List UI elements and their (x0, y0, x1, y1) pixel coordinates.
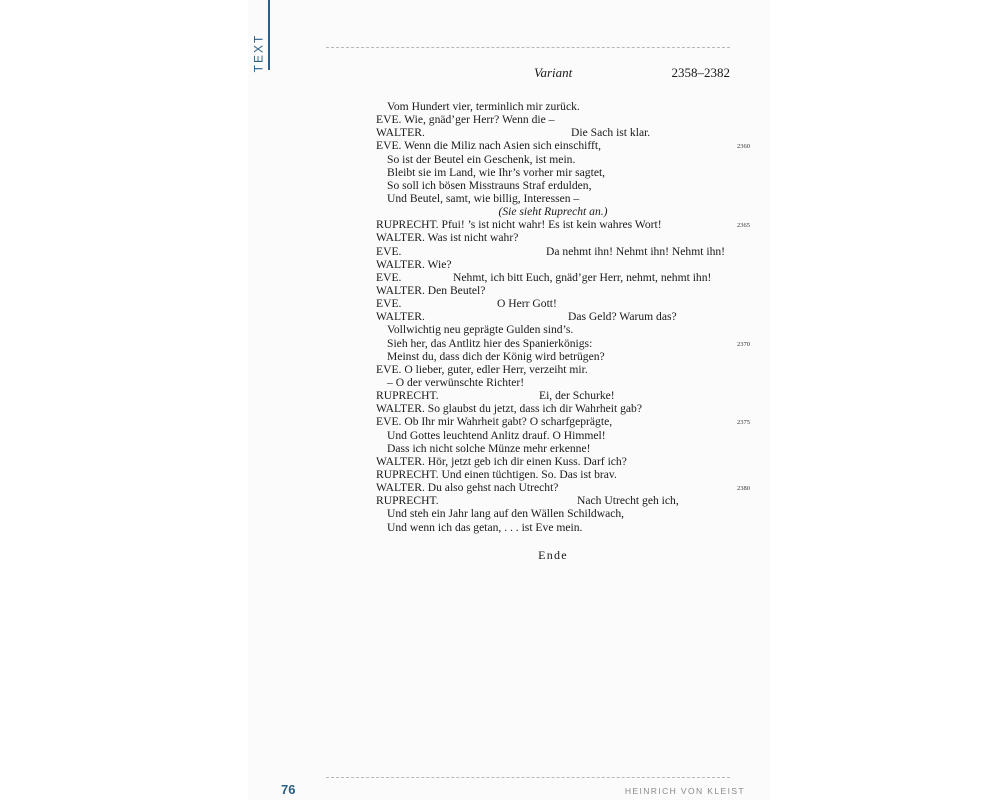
verse-line-text: RUPRECHT. (376, 494, 439, 508)
line-number: 2370 (737, 340, 750, 348)
verse-line (376, 258, 730, 271)
verse-line (376, 389, 730, 402)
verse-line-text: WALTER. Du also gehst nach Utrecht? (376, 481, 559, 495)
verse-line (376, 323, 730, 336)
verse-line-text: EVE. (376, 244, 402, 258)
end-marker: Ende (538, 548, 568, 562)
verse-line-text: Und Beutel, samt, wie billig, Interessen – (387, 191, 580, 205)
side-rule (268, 0, 270, 70)
header-divider (326, 47, 730, 48)
verse-line-text: Vom Hundert vier, terminlich mir zurück. (387, 100, 580, 113)
verse-line (376, 521, 730, 534)
verse-line (376, 139, 750, 153)
verse-line-text: EVE. (376, 270, 402, 284)
verse-line (376, 507, 730, 520)
verse-line (376, 415, 750, 429)
verse-line (376, 442, 730, 455)
verse-line (376, 231, 730, 244)
verse-line-text: WALTER. Wie? (376, 257, 452, 271)
line-number: 2365 (737, 222, 750, 230)
verse-line (376, 218, 750, 232)
verse-line-text: – O der verwünschte Richter! (387, 375, 525, 389)
verse-line-continuation: Da nehmt ihn! Nehmt ihn! Nehmt ihn! (546, 244, 726, 258)
verse-line-text: Bleibt sie im Land, wie Ihr’s vorher mir sagtet, (387, 165, 606, 179)
verse-line (376, 376, 730, 389)
line-number: 2380 (737, 485, 750, 493)
verse-line-text: EVE. Wie, gnäd’ger Herr? Wenn die – (376, 113, 555, 127)
verse-line-continuation: Nehmt, ich bitt Euch, gnäd’ger Herr, nehmt, nehmt ihn! (453, 270, 712, 284)
verse-line (376, 126, 730, 139)
verse-line-text: EVE. O lieber, guter, edler Herr, verzeiht mir. (376, 362, 588, 376)
verse-line (376, 153, 730, 166)
verse-line (376, 350, 730, 363)
verse-line-text: WALTER. Was ist nicht wahr? (376, 231, 519, 245)
verse-line-text: WALTER. So glaubst du jetzt, dass ich dir Wahrheit gab? (376, 402, 642, 416)
verse-line-text: EVE. (376, 297, 402, 311)
verse-line (376, 284, 730, 297)
verse-line-text: (Sie sieht Ruprecht an.) (498, 205, 608, 219)
verse-line-text: EVE. Ob Ihr mir Wahrheit gabt? O scharfgeprägte, (376, 415, 613, 429)
verse-line-text: WALTER. Den Beutel? (376, 283, 486, 297)
verse-line (376, 402, 730, 415)
verse-line-text: Meinst du, dass dich der König wird betrügen? (387, 349, 605, 363)
verse-line-continuation: Nach Utrecht geh ich, (577, 494, 679, 508)
verse-line-continuation: Ei, der Schurke! (539, 389, 615, 403)
running-title: Variant (534, 65, 573, 80)
verse-line (376, 363, 730, 376)
verse-line (376, 179, 730, 192)
verse-line-text: EVE. Wenn die Miliz nach Asien sich einschifft, (376, 139, 601, 153)
verse-line (376, 455, 730, 468)
line-number: 2360 (737, 143, 750, 151)
verse-line (376, 297, 730, 310)
verse-line-text: RUPRECHT. Und einen tüchtigen. So. Das ist brav. (376, 467, 617, 481)
verse-line-text: Und Gottes leuchtend Anlitz drauf. O Himmel! (387, 428, 606, 442)
verse-line-text: Und wenn ich das getan, . . . ist Eve mein. (387, 520, 583, 534)
verse-line-text: Sieh her, das Antlitz hier des Spanierkönigs: (387, 336, 593, 350)
verse-line-text: Und steh ein Jahr lang auf den Wällen Schildwach, (387, 507, 625, 521)
verse-line (376, 336, 750, 350)
verse-line (376, 245, 730, 258)
verse-line-text: RUPRECHT. (376, 389, 439, 403)
verse-line-continuation: Die Sach ist klar. (571, 126, 651, 140)
verse-line-text: So soll ich bösen Misstrauns Straf erdulden, (387, 178, 592, 192)
verse-line (376, 271, 730, 284)
verse-line-text: WALTER. (376, 126, 425, 140)
verse-line-text: Vollwichtig neu geprägte Gulden sind’s. (387, 323, 574, 337)
verse-line-text: So ist der Beutel ein Geschenk, ist mein. (387, 152, 576, 166)
verse-line (376, 481, 750, 495)
verse-line (376, 310, 730, 323)
verse-line (376, 205, 730, 218)
verse-line-text: RUPRECHT. Pfui! ’s ist nicht wahr! Es ist kein wahres Wort! (376, 218, 662, 232)
verse-line (376, 113, 730, 126)
verse-line (376, 429, 730, 442)
side-tab-label: TEXT (251, 33, 266, 73)
verse-line (376, 494, 730, 507)
verse-line-text: WALTER. (376, 310, 425, 324)
verse-range: 2358–2382 (671, 65, 730, 80)
footer-author: HEINRICH VON KLEIST (624, 786, 745, 796)
page-number: 76 (281, 782, 296, 797)
verse-line-text: Dass ich nicht solche Münze mehr erkenne! (387, 441, 591, 455)
side-tab (248, 33, 268, 73)
verse-line (376, 100, 730, 113)
verse-line-continuation: O Herr Gott! (497, 297, 557, 311)
play-text (376, 100, 750, 534)
verse-line-text: WALTER. Hör, jetzt geb ich dir einen Kuss. Darf ich? (376, 454, 627, 468)
line-number: 2375 (737, 419, 750, 427)
verse-line-continuation: Das Geld? Warum das? (568, 310, 677, 324)
verse-line (376, 166, 730, 179)
verse-line (376, 468, 730, 481)
verse-line (376, 192, 730, 205)
footer-divider (326, 777, 730, 778)
